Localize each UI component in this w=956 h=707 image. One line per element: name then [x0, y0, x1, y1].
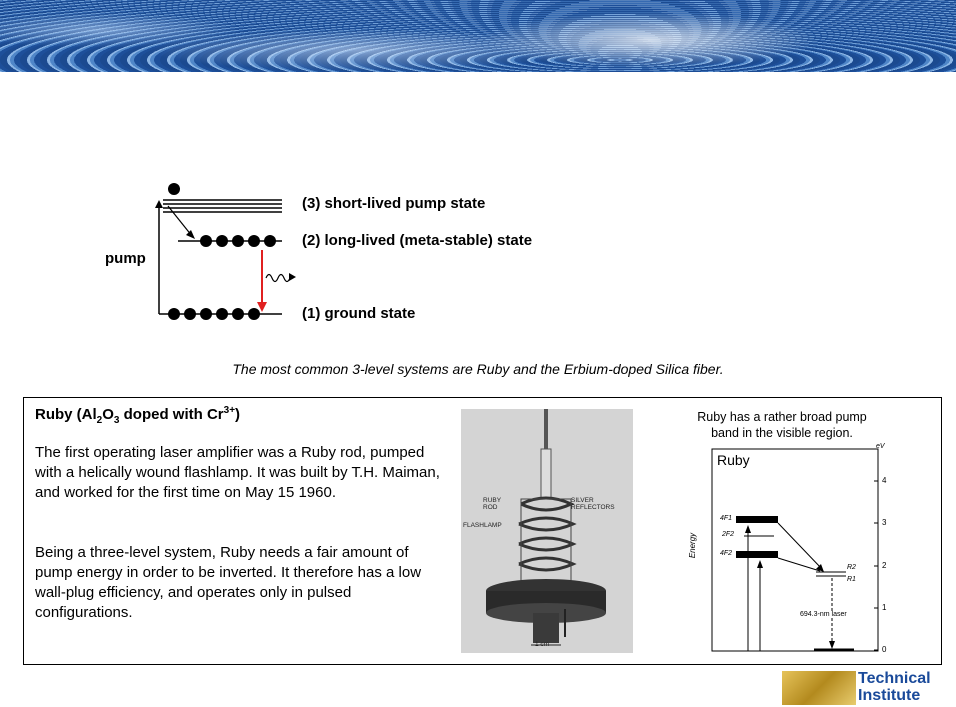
label-ruby-rod: RUBY ROD: [483, 497, 501, 511]
metastable-electron: [248, 235, 260, 247]
energy-tick-3: 3: [882, 518, 887, 527]
ground-electron: [248, 308, 260, 320]
logo-text: Technical Institute: [858, 670, 931, 704]
energy-tick-4: 4: [882, 476, 887, 485]
level-R2-label: R2: [847, 564, 856, 571]
metastable-electron: [232, 235, 244, 247]
ruby-energy-diagram: [684, 441, 894, 659]
laser-wavelength-label: 694.3-nm laser: [800, 611, 847, 618]
level-2F2-label: 2F2: [722, 531, 735, 538]
level2-label: (2) long-lived (meta-stable) state: [302, 232, 533, 249]
caption: The most common 3-level systems are Ruby and the Erbium-doped Silica fiber.: [232, 361, 724, 377]
energy-unit: eV: [876, 443, 885, 450]
technical-institute-logo: [782, 670, 942, 706]
level-4F1-label: 4F1: [720, 515, 733, 522]
ruby-history-paragraph: The first operating laser amplifier was a Ruby rod, pumped with a helically wound flashlamp. It was built by T.H. Maiman, and worked for the first time on May 15 1960.: [35, 444, 440, 501]
energy-tick-0: 0: [882, 645, 887, 654]
energy-diagram-title: Ruby: [717, 452, 750, 468]
level3-label: (3) short-lived pump state: [302, 195, 486, 212]
level1-label: (1) ground state: [302, 305, 416, 322]
ground-electron: [168, 308, 180, 320]
metastable-electron: [216, 235, 228, 247]
ruby-info-box: [23, 397, 942, 665]
excited-electron: [168, 183, 180, 195]
label-silver-reflectors: SILVER REFLECTORS: [571, 497, 615, 511]
label-scale: 1 cm: [535, 641, 550, 648]
label-flashlamp: FLASHLAMP: [463, 522, 502, 529]
logo-mark: [782, 671, 856, 705]
ground-electron: [216, 308, 228, 320]
pump-arrowhead: [155, 200, 163, 208]
header-banner: [0, 0, 956, 72]
metastable-electron: [264, 235, 276, 247]
energy-axis-label: Energy: [688, 532, 698, 559]
ruby-efficiency-paragraph: Being a three-level system, Ruby needs a fair amount of pump energy in order to be inverted. It therefore has a low wall-plug efficiency, and operates only in pulsed configurations.: [35, 544, 422, 621]
decay-arrowhead: [186, 230, 195, 239]
level-R1-label: R1: [847, 576, 856, 583]
decay-arrow: [168, 206, 192, 236]
ground-electron: [200, 308, 212, 320]
photon-arrowhead: [289, 273, 296, 281]
ground-electron: [184, 308, 196, 320]
ruby-title: Ruby ($Al_2O_3$ doped with $Cr^{3+}$): [35, 405, 241, 426]
energy-tick-2: 2: [882, 561, 887, 570]
ruby-laser-photo: [461, 409, 633, 653]
ground-electron: [232, 308, 244, 320]
level-4F2-label: 4F2: [720, 550, 733, 557]
energy-note: Ruby has a rather broad pump band in the visible region.: [697, 410, 867, 440]
three-level-diagram: [150, 178, 320, 328]
pump-label: pump: [105, 250, 146, 267]
energy-tick-1: 1: [882, 603, 887, 612]
photon-wave: [266, 275, 290, 282]
metastable-electron: [200, 235, 212, 247]
